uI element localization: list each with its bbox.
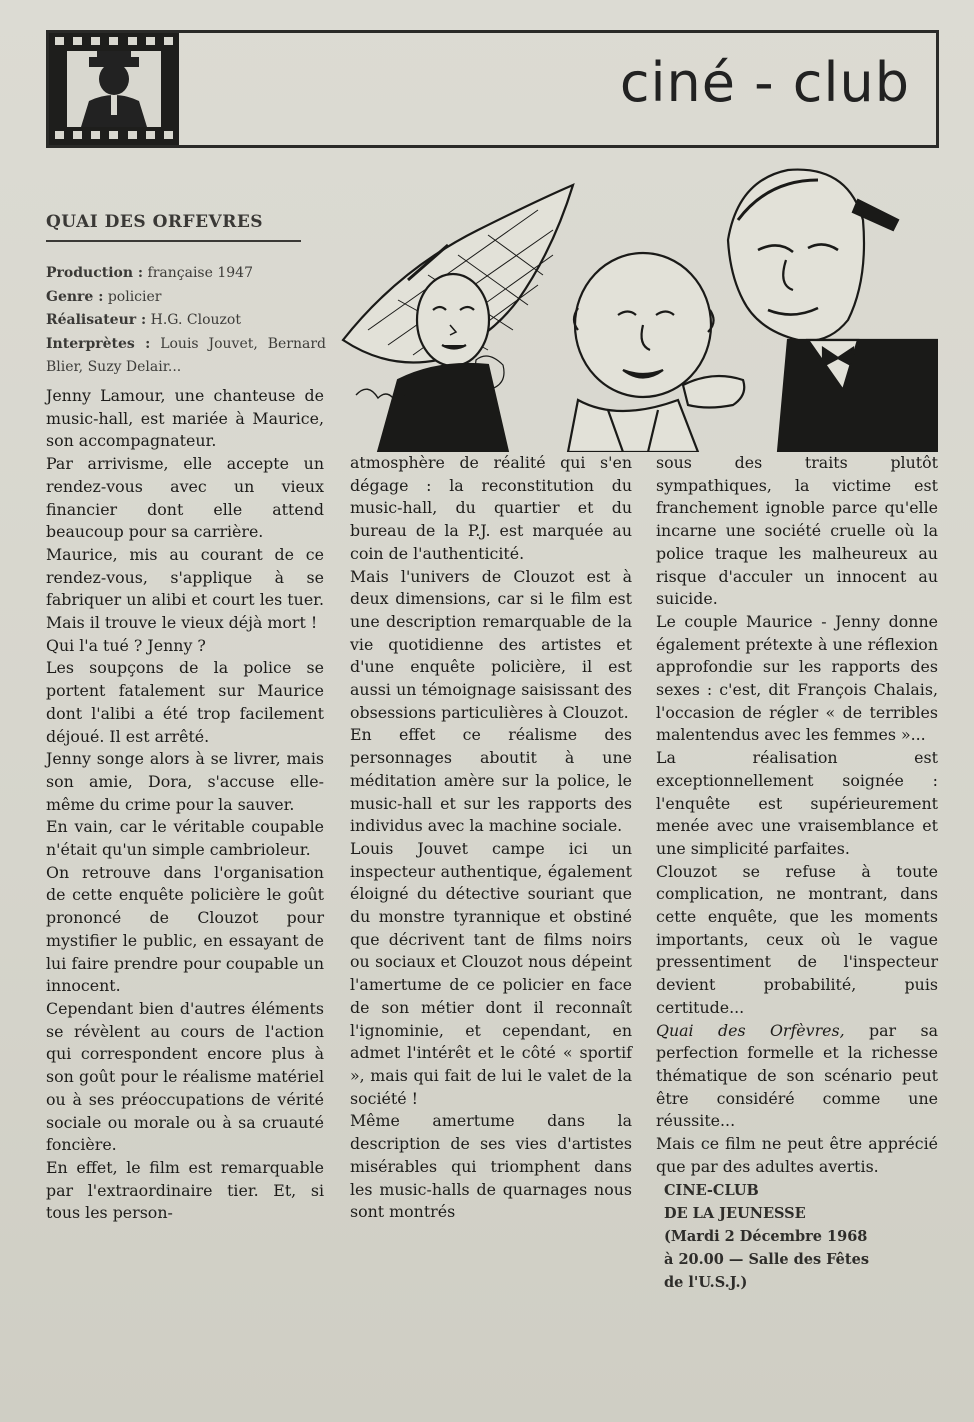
- paragraph: Mais ce film ne peut être apprécié que par des adultes avertis.: [656, 1134, 938, 1176]
- credit-production: Production : française 1947: [46, 265, 253, 281]
- paragraph: En effet, le film est remarquable par l'extraordinaire tier. Et, si tous les person-: [46, 1157, 324, 1223]
- paragraph: Clouzot se refuse à toute complication, ne montrant, dans cette enquête, que les moments importants, ceux où le vague pressentiment de l'inspecteur devient probabilité, puis certitude...: [656, 861, 938, 1017]
- credit-cast: Interprètes : Louis Jouvet, Bernard Blier, Suzy Delair...: [46, 335, 327, 375]
- section-header: [46, 30, 939, 148]
- article-column-2: [350, 452, 632, 1224]
- credit-genre: Genre : policier: [46, 288, 162, 305]
- paragraph: En vain, car le véritable coupable n'était qu'un simple cambrioleur.: [46, 817, 324, 860]
- caricature-illustration: [338, 160, 938, 452]
- article-column-3: [656, 452, 938, 1294]
- credit-director: Réalisateur : H.G. Clouzot: [46, 312, 241, 328]
- paragraph: atmosphère de réalité qui s'en dégage : la reconstitution du music-hall, du quartier et du bureau de la P.J. est marquée au coin de l'authenticité.: [350, 453, 632, 563]
- film-credits: [46, 262, 326, 380]
- paragraph: Louis Jouvet campe ici un inspecteur authentique, également éloigné du détective souriant que du monstre tyrannique et obstiné que décrivent tant de films noirs ou sociaux et Clouzot nous dépeint l'amertume de ce policier en face de son métier dont il reconnaît l'ignominie, et cependant, en admet l'intérêt et le côté « sportif », mais qui fait de lui le valet de la société !: [350, 838, 632, 1108]
- paragraph: On retrouve dans l'organisation de cette enquête policière le goût prononcé de Clouzot pour mystifier le public, en essayant de lui faire prendre pour coupable un innocent.: [46, 862, 324, 996]
- paragraph: Les soupçons de la police se portent fatalement sur Maurice dont l'alibi a été trop facilement déjoué. Il est arrêté.: [46, 658, 324, 746]
- paragraph: Mais l'univers de Clouzot est à deux dimensions, car si le film est une description remarquable de la vie quotidienne des artistes et d'une enquête policière, il est aussi un témoignage saisissant des obsessions particulières à Clouzot.: [350, 566, 632, 722]
- paragraph: Qui l'a tué ? Jenny ?: [46, 635, 206, 655]
- paragraph: Jenny songe alors à se livrer, mais son amie, Dora, s'accuse elle-même du crime pour la sauver.: [46, 749, 324, 814]
- article-column-1: [46, 385, 324, 1225]
- article-title: QUAI DES ORFEVRES: [46, 212, 301, 242]
- paragraph: En effet ce réalisme des personnages aboutit à une méditation amère sur la police, le music-hall et sur les rapports des individus avec la machine sociale.: [350, 725, 632, 836]
- film-title-italic: Quai des Orfèvres,: [656, 1020, 845, 1040]
- paragraph: sous des traits plutôt sympathiques, la victime est franchement ignoble parce qu'elle incarne une société cruelle où la police traque les malheureux au risque d'acculer un innocent au suicide.: [656, 453, 938, 609]
- paragraph: Jenny Lamour, une chanteuse de music-hall, est mariée à Maurice, son accompagnateur.: [46, 386, 324, 451]
- paragraph: Le couple Maurice - Jenny donne également prétexte à une réflexion approfondie sur les rapports des sexes : c'est, dit François Chalais, l'occasion de régler « de terribles malentendus avec les femmes »...: [656, 611, 938, 745]
- paragraph: Quai des Orfèvres, par sa perfection formelle et la richesse thématique de son scénario peut être considéré comme une réussite...: [656, 1020, 939, 1131]
- paragraph: Par arrivisme, elle accepte un rendez-vous avec un vieux financier dont elle attend beaucoup pour sa carrière.: [46, 454, 324, 542]
- paragraph: Maurice, mis au courant de ce rendez-vous, s'applique à se fabriquer un alibi et court les tuer. Mais il trouve le vieux déjà mort !: [46, 544, 324, 633]
- paragraph: Même amertume dans la description de ses vies d'artistes misérables qui triomphent dans les music-halls de quarnages nous sont montrés: [350, 1111, 632, 1222]
- paragraph: Cependant bien d'autres éléments se révèlent au cours de l'action qui correspondent encore plus à son goût pour le réalisme matériel ou à ses préoccupations de vérité sociale ou morale ou à sa cruauté foncière.: [46, 998, 324, 1155]
- paragraph: La réalisation est exceptionnellement soignée : l'enquête est supérieurement menée avec une vraisemblance et une simplicité parfaites.: [656, 748, 938, 858]
- filmstrip-logo: [49, 33, 179, 145]
- silhouette-portrait-icon: [67, 51, 161, 127]
- screening-info: CINE-CLUB DE LA JEUNESSE (Mardi 2 Décembre 1968 à 20.00 — Salle des Fêtes de l'U.S.J.): [664, 1181, 869, 1291]
- section-title: ciné - club: [619, 51, 910, 114]
